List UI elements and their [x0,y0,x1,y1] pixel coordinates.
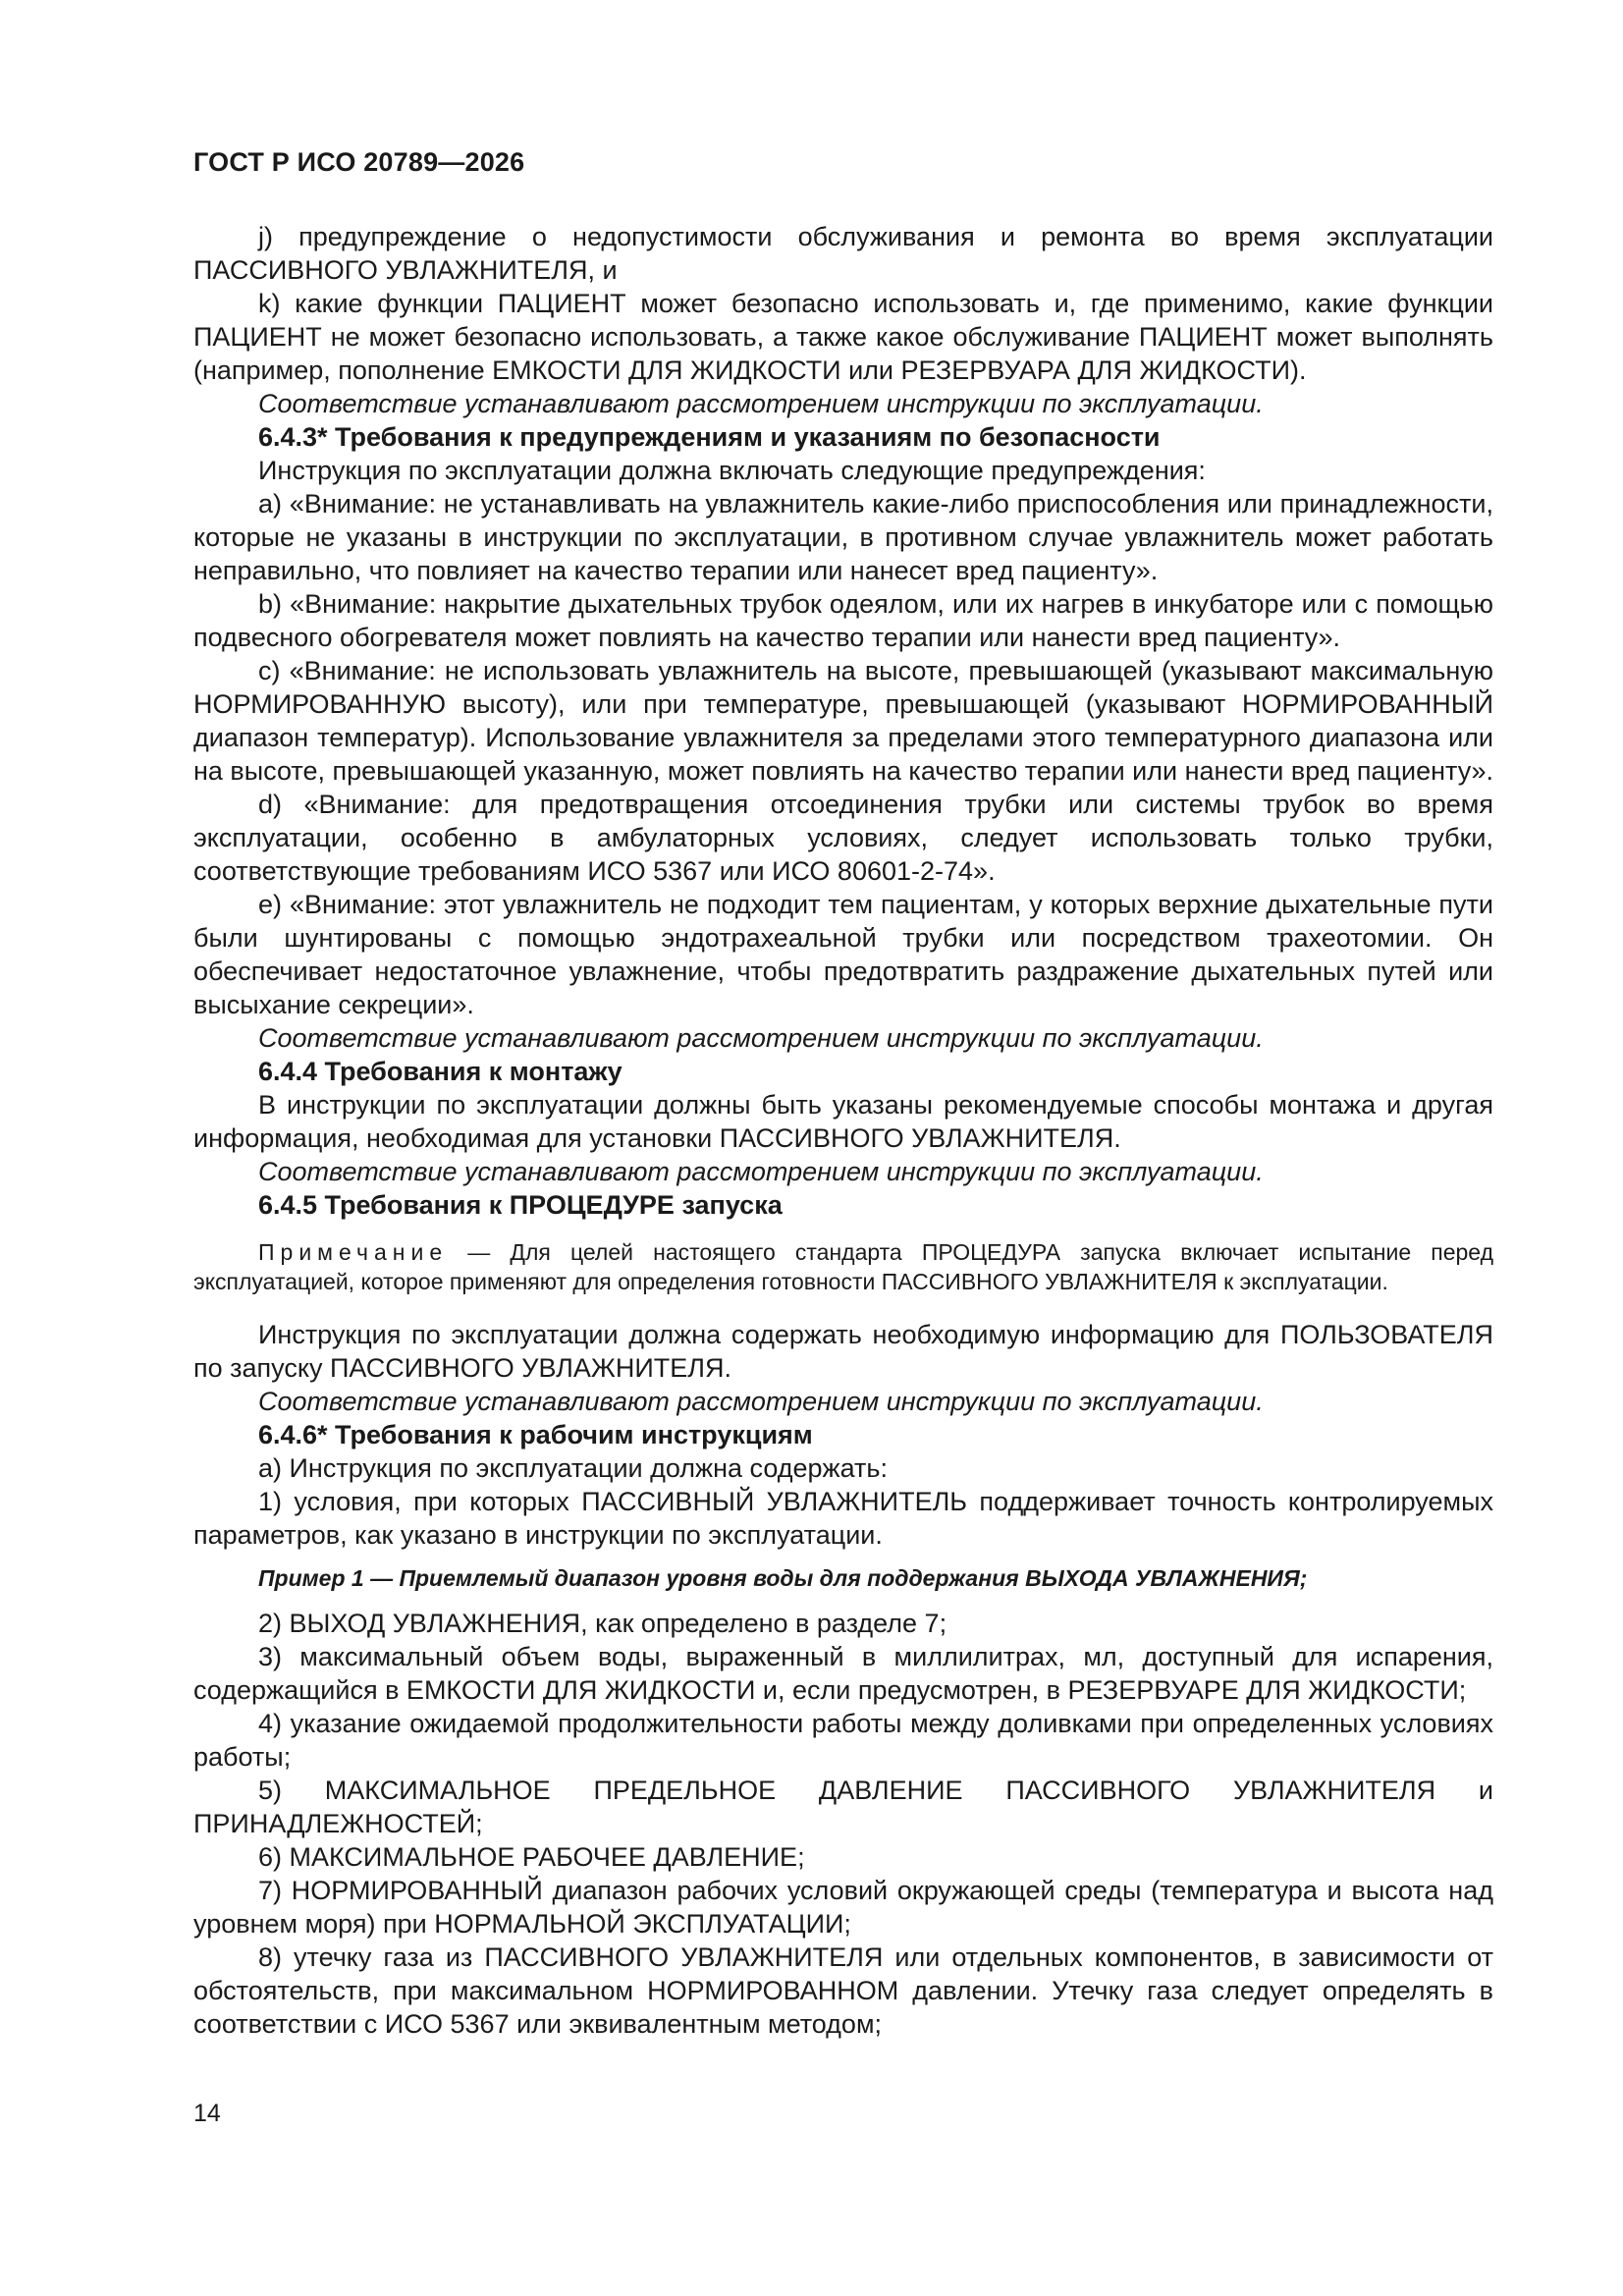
compliance-statement: Соответствие устанавливают рассмотрением инструкции по эксплуатации. [258,389,1264,418]
section-heading-6-4-6: 6.4.6* Требования к рабочим инструкциям [258,1420,813,1449]
page-number: 14 [193,2100,221,2127]
document-body [193,220,1493,2041]
paragraph: В инструкции по эксплуатации должны быть указаны рекомендуемые способы монтажа и другая информация, необходимая для установки ПАССИВНОГО УВЛАЖНИТЕЛЯ. [193,1090,1493,1153]
paragraph: Инструкция по эксплуатации должна включать следующие предупреждения: [258,456,1206,485]
note-text: — Для целей настоящего стандарта ПРОЦЕДУРА запуска включает испытание перед эксплуатацией, которое применяют для определения готовности ПАССИВНОГО УВЛАЖНИТЕЛЯ к эксплуатации. [193,1239,1493,1294]
numbered-item-1: 1) условия, при которых ПАССИВНЫЙ УВЛАЖНИТЕЛЬ поддерживает точность контролируемых параметров, как указано в инструкции по эксплуатации. [193,1487,1493,1550]
numbered-item-8: 8) утечку газа из ПАССИВНОГО УВЛАЖНИТЕЛЯ или отдельных компонентов, в зависимости от обстоятельств, при максимальном НОРМИРОВАННОМ давлении. Утечку газа следует определять в соответствии с ИСО 5367 или эквивалентным методом; [193,1942,1493,2039]
paragraph: Инструкция по эксплуатации должна содержать необходимую информацию для ПОЛЬЗОВАТЕЛЯ по запуску ПАССИВНОГО УВЛАЖНИТЕЛЯ. [193,1320,1493,1383]
warning-item-a: a) «Внимание: не устанавливать на увлажнитель какие-либо приспособления или принадлежности, которые не указаны в инструкции по эксплуатации, в противном случае увлажнитель может работать неправильно, что повлияет на качество терапии или нанесет вред пациенту». [193,489,1493,585]
numbered-item-2: 2) ВЫХОД УВЛАЖНЕНИЯ, как определено в разделе 7; [258,1609,947,1638]
numbered-item-5: 5) МАКСИМАЛЬНОЕ ПРЕДЕЛЬНОЕ ДАВЛЕНИЕ ПАССИВНОГО УВЛАЖНИТЕЛЯ и ПРИНАДЛЕЖНОСТЕЙ; [193,1776,1493,1838]
warning-item-e: e) «Внимание: этот увлажнитель не подходит тем пациентам, у которых верхние дыхательные пути были шунтированы с помощью эндотрахеальной трубки или посредством трахеотомии. Он обеспечивает недостаточное увлажнение, чтобы предотвратить раздражение дыхательных путей или высыхание секреции». [193,890,1493,1019]
compliance-statement: Соответствие устанавливают рассмотрением инструкции по эксплуатации. [258,1023,1264,1053]
numbered-item-6: 6) МАКСИМАЛЬНОЕ РАБОЧЕЕ ДАВЛЕНИЕ; [258,1842,805,1872]
compliance-statement: Соответствие устанавливают рассмотрением инструкции по эксплуатации. [258,1157,1264,1186]
compliance-statement: Соответствие устанавливают рассмотрением инструкции по эксплуатации. [258,1387,1264,1416]
example-block: Пример 1 — Приемлемый диапазон уровня воды для поддержания ВЫХОДА УВЛАЖНЕНИЯ; [258,1565,1308,1591]
note-block [193,1237,1493,1296]
warning-item-c: c) «Внимание: не использовать увлажнитель на высоте, превышающей (указывают максимальную НОРМИРОВАННУЮ высоту), или при температуре, превышающей (указывают НОРМИРОВАННЫЙ диапазон температур). Использование увлажнителя за пределами этого температурного диапазона или на высоте, превышающей указанную, может повлиять на качество терапии или нанести вред пациенту». [193,656,1494,786]
warning-item-d: d) «Внимание: для предотвращения отсоединения трубки или системы трубок во время эксплуатации, особенно в амбулаторных условиях, следует использовать только трубки, соответствующие требованиям ИСО 5367 или ИСО 80601-2-74». [193,790,1493,886]
warning-item-b: b) «Внимание: накрытие дыхательных трубок одеялом, или их нагрев в инкубаторе или с помощью подвесного обогревателя может повлиять на качество терапии или нанести вред пациенту». [193,589,1493,652]
numbered-item-3: 3) максимальный объем воды, выраженный в миллилитрах, мл, доступный для испарения, содержащийся в ЕМКОСТИ ДЛЯ ЖИДКОСТИ и, если предусмотрен, в РЕЗЕРВУАРЕ ДЛЯ ЖИДКОСТИ; [193,1642,1493,1705]
numbered-item-4: 4) указание ожидаемой продолжительности работы между доливками при определенных условиях работы; [193,1709,1493,1772]
section-heading-6-4-4: 6.4.4 Требования к монтажу [258,1057,622,1086]
list-item-j: j) предупреждение о недопустимости обслуживания и ремонта во время эксплуатации ПАССИВНОГО УВЛАЖНИТЕЛЯ, и [193,222,1493,285]
section-heading-6-4-3: 6.4.3* Требования к предупреждениям и указаниям по безопасности [258,422,1161,452]
document-header: ГОСТ Р ИСО 20789—2026 [193,147,525,177]
note-label: Примечание [258,1239,449,1265]
list-item-k: k) какие функции ПАЦИЕНТ может безопасно использовать и, где применимо, какие функции ПАЦИЕНТ не может безопасно использовать, а также какое обслуживание ПАЦИЕНТ может выполнять (например, пополнение ЕМКОСТИ ДЛЯ ЖИДКОСТИ или РЕЗЕРВУАРА ДЛЯ ЖИДКОСТИ). [193,289,1493,385]
list-item-a: a) Инструкция по эксплуатации должна содержать: [258,1453,888,1483]
numbered-item-7: 7) НОРМИРОВАННЫЙ диапазон рабочих условий окружающей среды (температура и высота над уровнем моря) при НОРМАЛЬНОЙ ЭКСПЛУАТАЦИИ; [193,1876,1493,1939]
section-heading-6-4-5: 6.4.5 Требования к ПРОЦЕДУРЕ запуска [258,1190,783,1220]
